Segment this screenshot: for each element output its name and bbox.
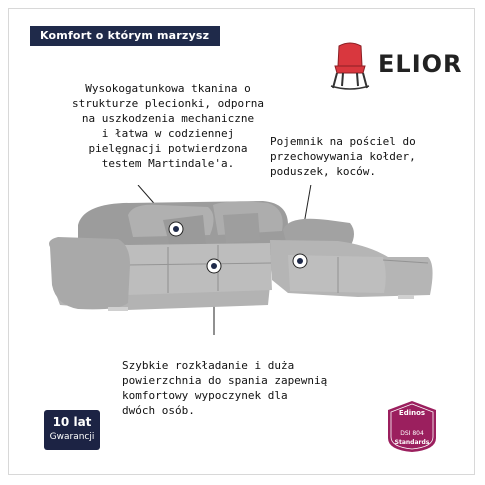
edinos-code: DSI 804 <box>400 430 424 437</box>
warranty-label: Gwarancji <box>49 432 95 442</box>
sofa-illustration <box>38 185 448 335</box>
brand-logo <box>325 40 463 90</box>
edinos-bottom: Standards <box>394 439 430 446</box>
brand-name: ELIOR <box>378 50 463 78</box>
warranty-years: 10 lat <box>52 415 92 429</box>
warranty-badge <box>44 410 100 450</box>
chair-icon <box>325 40 375 90</box>
bed-note: Szybkie rozkładanie i duża powierzchnia do spania zapewnią komfortowy wypoczynek dla dwóch osób. <box>122 359 328 417</box>
edinos-badge <box>387 400 437 453</box>
edinos-top: Edinos <box>398 409 426 417</box>
storage-note: Pojemnik na pościel do przechowywania kołder, poduszek, koców. <box>270 135 416 178</box>
fabric-note: Wysokogatunkowa tkanina o strukturze plecionki, odporna na uszkodzenia mechaniczne i łatwa w codziennej pielęgnacji potwierdzona testem Martindale'a. <box>71 82 265 170</box>
header-title: Komfort o którym marzysz <box>30 26 220 46</box>
